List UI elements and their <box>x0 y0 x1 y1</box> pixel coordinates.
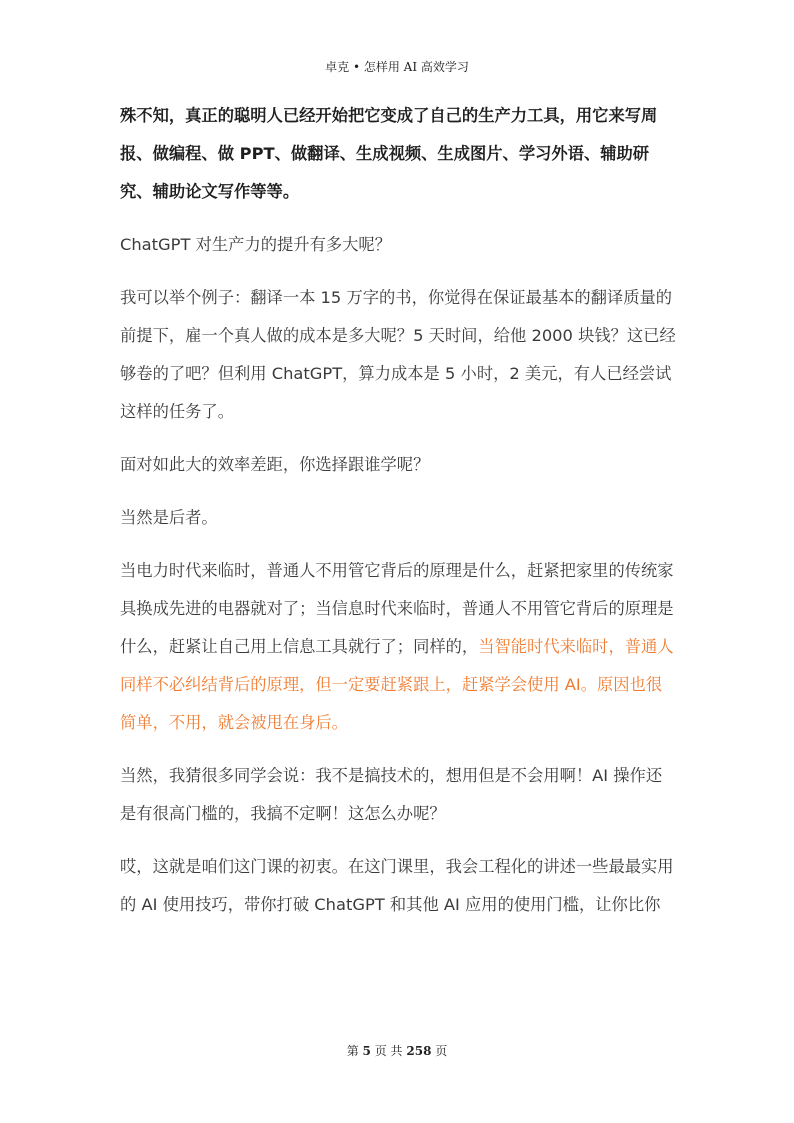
paragraph-answer: 当然是后者。 <box>120 508 218 527</box>
highlighted-text: 当智能时代来临时，普通人同样不必纠结背后的原理，但一定要赶紧跟上，赶紧学会使用 AI。原因也很简单，不用，就会被甩在身后。 <box>120 637 674 732</box>
paragraph-student-concern: 当然，我猜很多同学会说：我不是搞技术的，想用但是不会用啊！AI 操作还是有很高门槛的，我搞不定啊！这怎么办呢？ <box>120 766 663 823</box>
header-title: 卓克 • 怎样用 AI 高效学习 <box>325 60 469 74</box>
footer-prefix: 第 <box>346 1044 359 1058</box>
footer-middle: 页 共 <box>374 1044 403 1058</box>
paragraph-course-intent: 哎，这就是咱们这门课的初衷。在这门课里，我会工程化的讲述一些最最实用的 AI 使用技巧，带你打破 ChatGPT 和其他 AI 应用的使用门槛，让你比你 <box>120 857 674 914</box>
current-page-number: 5 <box>362 1044 371 1058</box>
document-body <box>120 97 676 939</box>
page-header <box>0 58 794 75</box>
paragraph-era-analogy <box>120 552 676 742</box>
paragraph-choice: 面对如此大的效率差距，你选择跟谁学呢？ <box>120 455 430 474</box>
era-analogy-text: 当电力时代来临时，普通人不用管它背后的原理是什么，赶紧把家里的传统家具换成先进的电器就对了；当信息时代来临时，普通人不用管它背后的原理是什么，赶紧让自己用上信息工具就行了；同样的， <box>120 561 674 656</box>
footer-suffix: 页 <box>435 1044 448 1058</box>
paragraph-productivity-tools: 殊不知，真正的聪明人已经开始把它变成了自己的生产力工具，用它来写周报、做编程、做 PPT、做翻译、生成视频、生成图片、学习外语、辅助研究、辅助论文写作等等。 <box>120 106 658 201</box>
page-footer <box>0 1042 794 1059</box>
paragraph-question: ChatGPT 对生产力的提升有多大呢？ <box>120 235 391 254</box>
total-page-count: 258 <box>406 1044 432 1058</box>
paragraph-translation-example: 我可以举个例子：翻译一本 15 万字的书，你觉得在保证最基本的翻译质量的前提下，雇一个真人做的成本是多大呢？5 天时间，给他 2000 块钱？这已经够卷的了吧？但利用 ChatGPT，算力成本是 5 小时，2 美元，有人已经尝试这样的任务了。 <box>120 288 676 421</box>
